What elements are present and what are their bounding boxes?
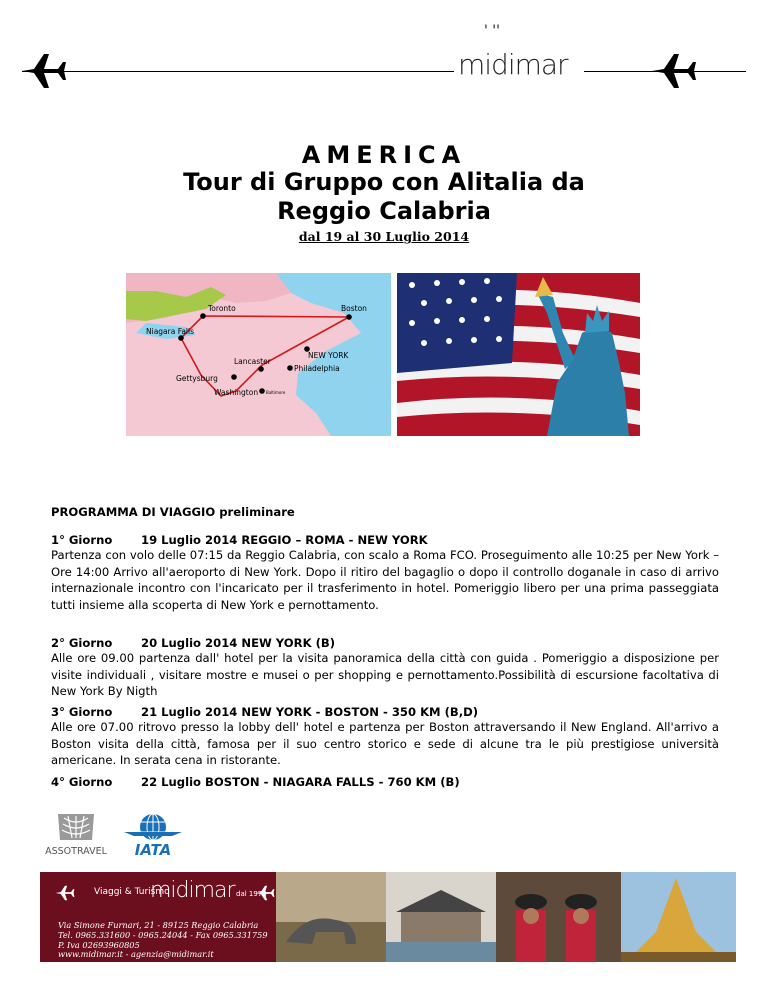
footer-web-line[interactable]: www.midimar.it - agenzia@midimar.it (58, 949, 214, 960)
footer-since: dal 1978 (236, 890, 267, 898)
footer-phone-line: Tel. 0965.331600 - 0965.24044 - Fax 0965.331759 (58, 929, 268, 940)
map-label-gettysburg: Gettysburg (176, 374, 218, 383)
map-label-toronto: Toronto (208, 304, 236, 313)
title-city: Reggio Calabria (277, 197, 491, 225)
footer-midimar-logo: midimar (150, 878, 235, 903)
program-heading: PROGRAMMA DI VIAGGIO preliminare (51, 505, 295, 519)
flag-statue-photo (397, 273, 640, 436)
title-dates: dal 19 al 30 Luglio 2014 (298, 229, 470, 244)
map-label-boston: Boston (341, 304, 367, 313)
day1-title: 19 Luglio 2014 REGGIO – ROMA - NEW YORK (141, 533, 428, 547)
logo-ticks: ' '' (484, 23, 500, 39)
map-label-niagara: Niagara Falls (146, 327, 195, 336)
iata-badge (122, 812, 184, 858)
footer-tagline: Viaggi & Turismo (94, 887, 170, 897)
header-rule-left (22, 71, 454, 72)
day4-title: 22 Luglio BOSTON - NIAGARA FALLS - 760 KM (B) (141, 775, 460, 789)
footer-address-line: Via Simone Furnari, 21 - 89125 Reggio Calabria (58, 920, 259, 930)
midimar-logo: midimar (458, 48, 568, 81)
map-label-washington: Washington (214, 388, 259, 397)
day2-title: 20 Luglio 2014 NEW YORK (B) (141, 636, 336, 650)
day4-label: 4° Giorno (51, 775, 113, 789)
day4-header (51, 774, 719, 791)
title-tour: Tour di Gruppo con Alitalia da (183, 168, 585, 196)
map-label-lancaster: Lancaster (234, 357, 271, 366)
day3-text: Alle ore 07.00 ritrovo presso la lobby dell' hotel e partenza per Boston attraversando il New England. All'arrivo a Boston visita della città, famosa per il suo centro storico e sede di alcune tra le più prestigiose università americane. In serata cena in ristorante. (51, 720, 719, 767)
footer-address (58, 921, 308, 960)
assotravel-text: ASSOTRAVEL (45, 846, 107, 857)
route-map (126, 273, 391, 436)
map-label-newyork: NEW YORK (308, 351, 349, 360)
footer-airplane-left-icon (54, 884, 76, 902)
footer-photos (276, 872, 736, 962)
iata-text: IATA (134, 841, 172, 858)
assotravel-badge (38, 812, 114, 858)
map-label-philadelphia: Philadelphia (294, 364, 340, 373)
title-america: AMERICA (301, 141, 467, 169)
airplane-right-icon (650, 50, 698, 92)
day1-label: 1° Giorno (51, 533, 113, 547)
footer-vat-line: P. Iva 02693960805 (58, 939, 140, 950)
day2-text: Alle ore 09.00 partenza dall' hotel per la visita panoramica della città con guida . Pomeriggio a disposizione per visite individuali , visitare mostre e musei o per shopping e pernottamento.Possibilità di escursione facoltativa di New York By Nigth (51, 651, 719, 698)
map-label-baltimore: Baltimore (266, 390, 286, 395)
day3-title: 21 Luglio 2014 NEW YORK - BOSTON - 350 KM (B,D) (141, 705, 479, 719)
day1-text: Partenza con volo delle 07:15 da Reggio Calabria, con scalo a Roma FCO. Proseguimento alle 10:25 per New York – Ore 14:00 Arrivo all'aeroporto di New York. Dopo il ritiro del bagaglio o dopo il controllo doganale in caso di arrivo internazionale incontro con l'incaricato per il trasferimento in hotel. Pomeriggio libero per una prima passeggiata tutti insieme alla scoperta di New York e pernottamento. (51, 548, 719, 612)
day2-label: 2° Giorno (51, 636, 113, 650)
day3-label: 3° Giorno (51, 705, 113, 719)
